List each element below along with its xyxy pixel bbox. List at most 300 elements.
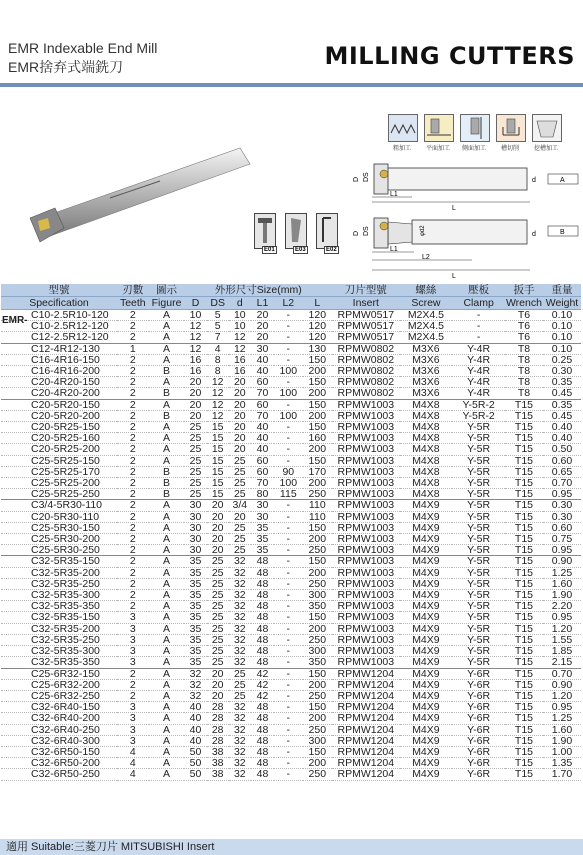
table-cell: C10-2.5R10-120 xyxy=(1,310,117,321)
table-cell: 2 xyxy=(117,455,149,466)
table-cell: - xyxy=(274,332,302,343)
table-cell: 25 xyxy=(184,455,206,466)
table-cell: 48 xyxy=(251,746,274,757)
table-cell: 1.60 xyxy=(543,578,581,589)
table-cell: C20-5R20-200 xyxy=(1,410,117,421)
table-cell: RPMW0802 xyxy=(332,354,399,365)
table-cell: 5 xyxy=(207,321,229,332)
table-cell: 0.50 xyxy=(543,444,581,455)
table-cell: M4X9 xyxy=(400,634,453,645)
table-cell: RPMW1003 xyxy=(332,500,399,511)
table-cell: A xyxy=(149,735,185,746)
table-cell: - xyxy=(452,332,505,343)
table-row xyxy=(1,500,581,511)
table-cell: 12 xyxy=(207,410,229,421)
table-cell: 15 xyxy=(207,444,229,455)
table-cell: C32-5R35-150 xyxy=(1,612,117,623)
table-cell: T15 xyxy=(505,567,543,578)
table-cell: - xyxy=(274,534,302,545)
table-row xyxy=(1,332,581,343)
table-cell: A xyxy=(149,646,185,657)
table-cell: 32 xyxy=(229,556,251,567)
table-cell: A xyxy=(149,567,185,578)
table-cell: RPMW1003 xyxy=(332,634,399,645)
table-row xyxy=(1,612,581,623)
table-cell: 12 xyxy=(229,332,251,343)
table-cell: C25-6R32-200 xyxy=(1,679,117,690)
table-cell: - xyxy=(274,646,302,657)
table-cell: C3/4-5R30-110 xyxy=(1,500,117,511)
table-cell: A xyxy=(149,511,185,522)
table-cell: - xyxy=(274,354,302,365)
table-cell: 48 xyxy=(251,556,274,567)
table-cell: 2 xyxy=(117,310,149,321)
table-cell: B xyxy=(149,410,185,421)
dim-B-d2: φd2 xyxy=(420,225,426,236)
table-cell: Y-5R xyxy=(452,489,505,500)
table-cell: RPMW1204 xyxy=(332,702,399,713)
table-cell: 1.25 xyxy=(543,713,581,724)
table-cell: 20 xyxy=(229,444,251,455)
table-cell: - xyxy=(274,567,302,578)
table-row xyxy=(1,433,581,444)
table-cell: 48 xyxy=(251,724,274,735)
table-cell: 25 xyxy=(229,478,251,489)
table-cell: RPMW1204 xyxy=(332,746,399,757)
table-cell: Y-4R xyxy=(452,366,505,377)
table-cell: 32 xyxy=(229,623,251,634)
table-cell: A xyxy=(149,713,185,724)
wrench-icon xyxy=(316,213,338,249)
table-cell: 90 xyxy=(274,466,302,477)
table-cell: A xyxy=(149,343,185,354)
table-cell: Y-5R xyxy=(452,511,505,522)
table-cell: 0.95 xyxy=(543,545,581,556)
table-cell: 0.95 xyxy=(543,489,581,500)
table-cell: 2 xyxy=(117,522,149,533)
page-header xyxy=(0,0,583,80)
table-cell: 12 xyxy=(207,399,229,410)
table-cell: T15 xyxy=(505,590,543,601)
table-cell: 2 xyxy=(117,388,149,399)
table-cell: T15 xyxy=(505,455,543,466)
table-cell: Y-5R xyxy=(452,556,505,567)
table-cell: 4 xyxy=(117,769,149,780)
table-cell: M4X9 xyxy=(400,522,453,533)
table-cell: 25 xyxy=(229,455,251,466)
table-cell: Y-5R xyxy=(452,534,505,545)
table-cell: 25 xyxy=(207,601,229,612)
table-cell: 40 xyxy=(251,366,274,377)
table-cell: 0.45 xyxy=(543,410,581,421)
table-cell: M4X9 xyxy=(400,623,453,634)
table-cell: M4X8 xyxy=(400,422,453,433)
table-cell: 0.30 xyxy=(543,500,581,511)
table-cell: - xyxy=(274,590,302,601)
table-cell: C32-6R40-200 xyxy=(1,713,117,724)
table-cell: T15 xyxy=(505,713,543,724)
screw-icon xyxy=(254,213,276,249)
table-cell: A xyxy=(149,354,185,365)
table-cell: 30 xyxy=(251,500,274,511)
table-cell: 50 xyxy=(184,769,206,780)
table-cell: M4X9 xyxy=(400,746,453,757)
table-cell: T15 xyxy=(505,735,543,746)
table-cell: C20-5R30-110 xyxy=(1,511,117,522)
table-row xyxy=(1,343,581,354)
table-cell: 28 xyxy=(207,713,229,724)
table-cell: C12-4R12-130 xyxy=(1,343,117,354)
table-cell: 20 xyxy=(207,522,229,533)
table-cell: 2 xyxy=(117,556,149,567)
table-cell: 32 xyxy=(229,646,251,657)
table-cell: 35 xyxy=(184,590,206,601)
dim-A-d: d xyxy=(532,177,536,184)
table-cell: - xyxy=(274,623,302,634)
table-cell: 2 xyxy=(117,366,149,377)
table-cell: A xyxy=(149,590,185,601)
table-cell: Y-5R xyxy=(452,455,505,466)
table-cell: M2X4.5 xyxy=(400,332,453,343)
table-cell: M3X6 xyxy=(400,388,453,399)
table-cell: 40 xyxy=(184,702,206,713)
table-cell: 25 xyxy=(184,433,206,444)
table-cell: M4X9 xyxy=(400,724,453,735)
dim-A-D: D xyxy=(353,176,360,182)
col-weight-zh: 重量 xyxy=(543,284,581,297)
table-cell: 48 xyxy=(251,758,274,769)
table-row xyxy=(1,724,581,735)
table-cell: RPMW1204 xyxy=(332,679,399,690)
col-insert: Insert xyxy=(332,297,399,310)
table-row xyxy=(1,511,581,522)
table-cell: 35 xyxy=(251,534,274,545)
table-cell: RPMW0517 xyxy=(332,321,399,332)
table-cell: 2 xyxy=(117,534,149,545)
table-cell: M4X9 xyxy=(400,713,453,724)
table-cell: 32 xyxy=(229,634,251,645)
table-cell: 30 xyxy=(251,343,274,354)
table-cell: 42 xyxy=(251,679,274,690)
table-cell: RPMW0517 xyxy=(332,332,399,343)
table-cell: C32-5R35-200 xyxy=(1,623,117,634)
table-cell: A xyxy=(149,623,185,634)
col-L1: L1 xyxy=(251,297,274,310)
table-cell: 0.10 xyxy=(543,310,581,321)
table-cell: C25-5R25-250 xyxy=(1,489,117,500)
col-clamp-zh: 壓板 xyxy=(452,284,505,297)
col-L2: L2 xyxy=(274,297,302,310)
table-cell: 32 xyxy=(229,702,251,713)
table-cell: M4X9 xyxy=(400,601,453,612)
table-cell: 30 xyxy=(184,534,206,545)
table-cell: Y-4R xyxy=(452,343,505,354)
table-cell: 0.30 xyxy=(543,511,581,522)
table-cell: C20-5R25-200 xyxy=(1,444,117,455)
table-cell: 2 xyxy=(117,332,149,343)
table-cell: Y-5R-2 xyxy=(452,410,505,421)
table-cell: A xyxy=(149,769,185,780)
table-cell: 150 xyxy=(303,612,333,623)
table-cell: 25 xyxy=(229,668,251,679)
model-prefix: EMR- xyxy=(2,315,28,326)
table-row xyxy=(1,657,581,668)
table-cell: A xyxy=(149,758,185,769)
table-cell: C25-6R32-250 xyxy=(1,690,117,701)
table-cell: - xyxy=(274,612,302,623)
category-title: MILLING CUTTERS xyxy=(324,42,575,70)
table-row xyxy=(1,444,581,455)
table-cell: C32-5R35-350 xyxy=(1,657,117,668)
table-cell: RPMW1003 xyxy=(332,601,399,612)
table-cell: 20 xyxy=(184,399,206,410)
table-cell: 60 xyxy=(251,455,274,466)
table-cell: RPMW1003 xyxy=(332,466,399,477)
table-cell: T15 xyxy=(505,410,543,421)
table-cell: RPMW0802 xyxy=(332,343,399,354)
table-cell: 42 xyxy=(251,690,274,701)
table-cell: Y-6R xyxy=(452,679,505,690)
table-cell: 2 xyxy=(117,567,149,578)
table-row xyxy=(1,690,581,701)
table-cell: Y-6R xyxy=(452,713,505,724)
table-cell: T8 xyxy=(505,377,543,388)
table-cell: - xyxy=(452,310,505,321)
table-cell: Y-5R xyxy=(452,433,505,444)
table-cell: 60 xyxy=(251,377,274,388)
table-cell: C32-6R40-250 xyxy=(1,724,117,735)
table-cell: RPMW1003 xyxy=(332,433,399,444)
title-en: EMR Indexable End Mill xyxy=(8,40,158,56)
table-cell: C20-5R25-160 xyxy=(1,433,117,444)
table-cell: A xyxy=(149,444,185,455)
table-cell: T15 xyxy=(505,724,543,735)
table-cell: 35 xyxy=(184,612,206,623)
table-cell: 20 xyxy=(229,410,251,421)
footer-note: 適用 Suitable:三菱刀片 MITSUBISHI Insert xyxy=(0,839,583,855)
table-cell: 12 xyxy=(184,321,206,332)
table-cell: 0.70 xyxy=(543,668,581,679)
table-cell: 32 xyxy=(229,758,251,769)
table-cell: 35 xyxy=(251,522,274,533)
table-cell: 25 xyxy=(207,556,229,567)
table-cell: RPMW1003 xyxy=(332,556,399,567)
table-cell: 48 xyxy=(251,769,274,780)
table-cell: 170 xyxy=(303,466,333,477)
table-cell: 150 xyxy=(303,399,333,410)
app-label-slotting: 槽切削 xyxy=(500,146,519,152)
table-row xyxy=(1,522,581,533)
table-cell: 20 xyxy=(184,388,206,399)
table-cell: 20 xyxy=(229,433,251,444)
table-cell: 30 xyxy=(184,500,206,511)
table-cell: - xyxy=(274,634,302,645)
table-cell: 200 xyxy=(303,567,333,578)
table-cell: 12 xyxy=(207,377,229,388)
table-cell: 3 xyxy=(117,623,149,634)
table-cell: 15 xyxy=(207,478,229,489)
table-cell: 250 xyxy=(303,489,333,500)
table-cell: A xyxy=(149,534,185,545)
table-cell: 300 xyxy=(303,646,333,657)
table-cell: 0.30 xyxy=(543,366,581,377)
table-cell: 40 xyxy=(184,735,206,746)
dim-B-L: L xyxy=(452,273,456,280)
table-cell: T15 xyxy=(505,399,543,410)
table-cell: RPMW1003 xyxy=(332,422,399,433)
table-cell: 5 xyxy=(207,310,229,321)
table-cell: Y-5R xyxy=(452,601,505,612)
table-cell: C32-6R50-250 xyxy=(1,769,117,780)
table-cell: 3 xyxy=(117,713,149,724)
table-cell: T15 xyxy=(505,690,543,701)
table-cell: 40 xyxy=(251,422,274,433)
table-cell: 20 xyxy=(229,388,251,399)
table-cell: - xyxy=(274,522,302,533)
table-cell: M3X6 xyxy=(400,377,453,388)
table-cell: RPMW1003 xyxy=(332,612,399,623)
table-cell: 48 xyxy=(251,578,274,589)
table-cell: T15 xyxy=(505,679,543,690)
table-cell: T15 xyxy=(505,769,543,780)
table-cell: 48 xyxy=(251,657,274,668)
table-cell: 20 xyxy=(207,679,229,690)
table-cell: - xyxy=(274,679,302,690)
table-cell: 350 xyxy=(303,657,333,668)
table-cell: Y-6R xyxy=(452,702,505,713)
table-cell: 3 xyxy=(117,724,149,735)
table-cell: 0.70 xyxy=(543,478,581,489)
table-cell: 250 xyxy=(303,578,333,589)
table-cell: RPMW1003 xyxy=(332,657,399,668)
table-cell: C32-5R35-150 xyxy=(1,556,117,567)
table-cell: Y-4R xyxy=(452,354,505,365)
table-cell: - xyxy=(274,657,302,668)
table-cell: 25 xyxy=(184,466,206,477)
table-cell: RPMW1204 xyxy=(332,713,399,724)
table-cell: 0.95 xyxy=(543,702,581,713)
table-cell: A xyxy=(149,690,185,701)
table-cell: Y-4R xyxy=(452,377,505,388)
table-cell: T15 xyxy=(505,646,543,657)
table-cell: 2 xyxy=(117,500,149,511)
table-row xyxy=(1,354,581,365)
table-cell: 120 xyxy=(303,310,333,321)
table-cell: A xyxy=(149,399,185,410)
table-cell: 0.90 xyxy=(543,556,581,567)
table-row xyxy=(1,758,581,769)
table-cell: 4 xyxy=(117,746,149,757)
table-cell: C20-5R20-150 xyxy=(1,399,117,410)
table-cell: - xyxy=(274,399,302,410)
table-cell: 2 xyxy=(117,478,149,489)
table-cell: 2 xyxy=(117,668,149,679)
table-cell: C10-2.5R12-120 xyxy=(1,321,117,332)
table-cell: 20 xyxy=(207,690,229,701)
table-cell: 40 xyxy=(184,724,206,735)
table-cell: T15 xyxy=(505,545,543,556)
header-divider xyxy=(0,83,583,87)
col-figure: Figure xyxy=(149,297,185,310)
table-cell: 15 xyxy=(207,422,229,433)
table-cell: 48 xyxy=(251,735,274,746)
table-cell: RPMW1003 xyxy=(332,410,399,421)
table-cell: 48 xyxy=(251,590,274,601)
table-cell: 32 xyxy=(229,769,251,780)
table-cell: - xyxy=(274,545,302,556)
col-teeth: Teeth xyxy=(117,297,149,310)
table-cell: A xyxy=(149,377,185,388)
dim-B-L2: L2 xyxy=(422,254,430,261)
table-cell: 150 xyxy=(303,702,333,713)
table-cell: 60 xyxy=(251,399,274,410)
table-cell: 130 xyxy=(303,343,333,354)
table-cell: A xyxy=(149,455,185,466)
table-cell: 0.65 xyxy=(543,466,581,477)
col-spec: Specification xyxy=(1,297,117,310)
table-cell: M4X9 xyxy=(400,567,453,578)
table-cell: 48 xyxy=(251,612,274,623)
table-cell: 35 xyxy=(184,601,206,612)
table-row xyxy=(1,410,581,421)
table-cell: Y-5R xyxy=(452,522,505,533)
table-cell: 80 xyxy=(251,489,274,500)
table-row xyxy=(1,735,581,746)
table-cell: T15 xyxy=(505,634,543,645)
table-cell: Y-6R xyxy=(452,735,505,746)
table-cell: RPMW1003 xyxy=(332,455,399,466)
table-row xyxy=(1,489,581,500)
table-cell: C25-5R30-150 xyxy=(1,522,117,533)
table-cell: T15 xyxy=(505,578,543,589)
table-cell: RPMW1204 xyxy=(332,668,399,679)
table-cell: 1.90 xyxy=(543,590,581,601)
table-cell: - xyxy=(274,377,302,388)
table-cell: M4X9 xyxy=(400,735,453,746)
table-cell: B xyxy=(149,388,185,399)
table-cell: 3 xyxy=(117,702,149,713)
table-cell: Y-5R xyxy=(452,567,505,578)
table-cell: 4 xyxy=(207,343,229,354)
table-cell: - xyxy=(274,321,302,332)
table-cell: 100 xyxy=(274,366,302,377)
table-cell: 15 xyxy=(207,466,229,477)
table-cell: A xyxy=(149,500,185,511)
table-cell: 25 xyxy=(184,444,206,455)
table-cell: - xyxy=(274,702,302,713)
table-cell: 70 xyxy=(251,410,274,421)
table-cell: 38 xyxy=(207,758,229,769)
table-cell: RPMW1204 xyxy=(332,758,399,769)
table-cell: T15 xyxy=(505,668,543,679)
table-cell: 1 xyxy=(117,343,149,354)
table-cell: A xyxy=(149,724,185,735)
title-zh: EMR捨弃式端銑刀 xyxy=(8,59,124,75)
col-d: d xyxy=(229,297,251,310)
table-cell: A xyxy=(149,545,185,556)
table-cell: T8 xyxy=(505,388,543,399)
table-cell: 200 xyxy=(303,478,333,489)
table-cell: 150 xyxy=(303,522,333,533)
table-cell: 16 xyxy=(184,354,206,365)
table-cell: 2 xyxy=(117,489,149,500)
table-cell: 2 xyxy=(117,444,149,455)
table-cell: C25-6R32-150 xyxy=(1,668,117,679)
table-cell: A xyxy=(149,601,185,612)
table-cell: T15 xyxy=(505,466,543,477)
table-cell: 0.60 xyxy=(543,455,581,466)
table-cell: 0.60 xyxy=(543,522,581,533)
